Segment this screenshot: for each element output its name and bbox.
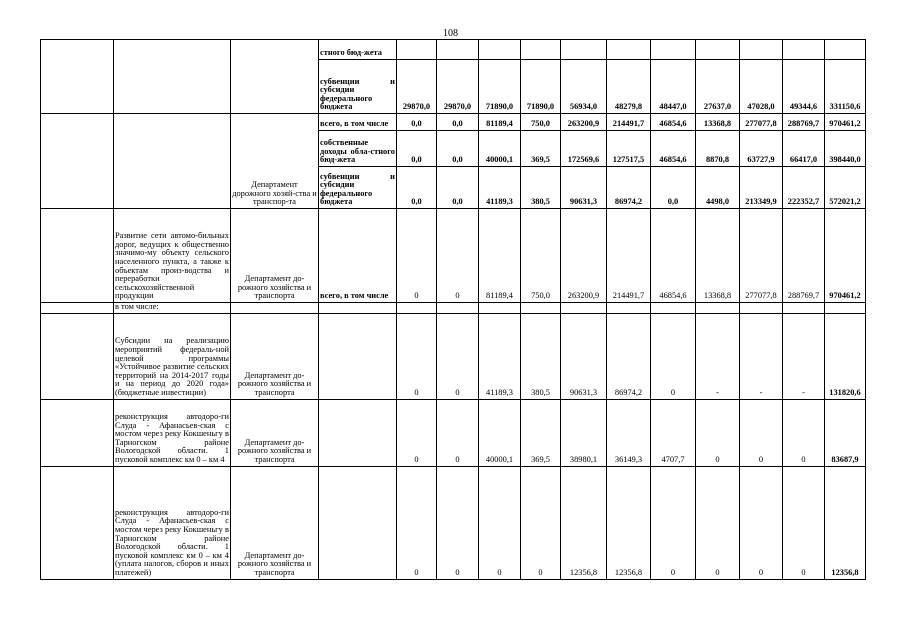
value-cell <box>651 303 696 314</box>
value-cell: 131820,6 <box>825 313 866 399</box>
value-cell: 277077,8 <box>740 114 783 131</box>
funding-source-cell: стного бюд-жета <box>319 40 397 60</box>
value-cell: 86974,2 <box>607 313 651 399</box>
value-cell: 0 <box>651 313 696 399</box>
value-cell: 27637,0 <box>696 60 740 114</box>
value-cell: 0,0 <box>397 167 437 209</box>
value-cell: 750,0 <box>521 114 561 131</box>
responsible-cell <box>231 40 319 114</box>
value-cell: 0,0 <box>437 114 479 131</box>
margin-cell <box>41 313 114 399</box>
value-cell: 0 <box>651 466 696 579</box>
value-cell <box>437 40 479 60</box>
value-cell: 4498,0 <box>696 167 740 209</box>
value-cell <box>740 40 783 60</box>
value-cell: 41189,3 <box>479 167 521 209</box>
value-cell: 13368,8 <box>696 209 740 303</box>
value-cell: 0,0 <box>397 114 437 131</box>
measure-name-cell: Развитие сети автомо-бильных дорог, ведущих к общественно значимо-му объекту сельского населенного пункта, а также к объектам произ-водства и переработки сельскохозяйственной продукции <box>114 209 231 303</box>
value-cell: 0 <box>397 313 437 399</box>
value-cell: 0 <box>521 466 561 579</box>
funding-source-cell: субвенции и субсидии федерального бюджета <box>319 167 397 209</box>
value-cell: 81189,4 <box>479 114 521 131</box>
value-cell: 4707,7 <box>651 399 696 466</box>
value-cell: 214491,7 <box>607 209 651 303</box>
value-cell <box>397 40 437 60</box>
measure-name-cell: в том числе: <box>114 303 231 314</box>
measure-name-cell: реконструкция автодоро-ги Слуда - Афанасьев-ская с мостом через реку Кокшеньгу в Тарногском районе Вологодской области. 1 пусковой комплекс км 0 – км 4 (уплата налогов, сборов и иных платежей) <box>114 466 231 579</box>
value-cell: 47028,0 <box>740 60 783 114</box>
value-cell <box>783 40 825 60</box>
value-cell <box>479 40 521 60</box>
value-cell: 12356,8 <box>825 466 866 579</box>
value-cell: 0 <box>437 209 479 303</box>
value-cell: 63727,9 <box>740 131 783 167</box>
value-cell: 288769,7 <box>783 209 825 303</box>
value-cell: 36149,3 <box>607 399 651 466</box>
table-row <box>41 466 866 579</box>
value-cell: 0 <box>397 209 437 303</box>
value-cell: 48279,8 <box>607 60 651 114</box>
margin-cell <box>41 40 114 114</box>
responsible-cell: Департамент до-рожного хозяйства и транспорта <box>231 466 319 579</box>
value-cell: 46854,6 <box>651 131 696 167</box>
value-cell: 263200,9 <box>561 209 607 303</box>
responsible-cell: Департамент дорожного хозяй-ства и транспор-та <box>231 114 319 209</box>
value-cell: 0 <box>397 399 437 466</box>
value-cell: 90631,3 <box>561 313 607 399</box>
value-cell: 90631,3 <box>561 167 607 209</box>
funding-source-cell <box>319 399 397 466</box>
value-cell: 0 <box>479 466 521 579</box>
table-row <box>41 303 866 314</box>
value-cell: 66417,0 <box>783 131 825 167</box>
table-row <box>41 209 866 303</box>
table-row <box>41 313 866 399</box>
value-cell: 86974,2 <box>607 167 651 209</box>
measure-name-cell <box>114 114 231 209</box>
value-cell <box>607 40 651 60</box>
responsible-cell: Департамент до-рожного хозяйства и транспорта <box>231 209 319 303</box>
value-cell: 380,5 <box>521 313 561 399</box>
funding-source-cell <box>319 466 397 579</box>
value-cell <box>740 303 783 314</box>
value-cell: 71890,0 <box>479 60 521 114</box>
funding-source-cell: всего, в том числе <box>319 209 397 303</box>
funding-source-cell: всего, в том числе <box>319 114 397 131</box>
value-cell: 369,5 <box>521 399 561 466</box>
responsible-cell: Департамент до-рожного хозяйства и транспорта <box>231 399 319 466</box>
value-cell: 398440,0 <box>825 131 866 167</box>
value-cell: 0 <box>437 399 479 466</box>
value-cell: 0 <box>783 399 825 466</box>
value-cell: 71890,0 <box>521 60 561 114</box>
value-cell: 0 <box>696 466 740 579</box>
value-cell <box>783 303 825 314</box>
measure-name-cell: Субсидии на реализацию мероприятий федераль-ной целевой программы «Устойчивое развитие сельских территорий на 2014-2017 годы и на период до 2020 года» (бюджетные инвестиции) <box>114 313 231 399</box>
value-cell: 750,0 <box>521 209 561 303</box>
value-cell: 0 <box>696 399 740 466</box>
value-cell: 0,0 <box>437 167 479 209</box>
value-cell: 46854,6 <box>651 114 696 131</box>
value-cell: 127517,5 <box>607 131 651 167</box>
value-cell: 0 <box>740 399 783 466</box>
value-cell: 38980,1 <box>561 399 607 466</box>
funding-source-cell: субвенции и субсидии федерального бюджета <box>319 60 397 114</box>
value-cell: 970461,2 <box>825 114 866 131</box>
value-cell: 12356,8 <box>561 466 607 579</box>
value-cell: 213349,9 <box>740 167 783 209</box>
value-cell: 46854,6 <box>651 209 696 303</box>
table-row <box>41 399 866 466</box>
margin-cell <box>41 466 114 579</box>
value-cell: 0 <box>740 466 783 579</box>
value-cell <box>651 40 696 60</box>
value-cell: 222352,7 <box>783 167 825 209</box>
margin-cell <box>41 399 114 466</box>
value-cell <box>561 303 607 314</box>
value-cell <box>825 40 866 60</box>
value-cell: 572021,2 <box>825 167 866 209</box>
value-cell: 380,5 <box>521 167 561 209</box>
value-cell: 214491,7 <box>607 114 651 131</box>
responsible-cell: Департамент до-рожного хозяйства и транспорта <box>231 313 319 399</box>
value-cell: 970461,2 <box>825 209 866 303</box>
responsible-cell <box>231 303 319 314</box>
value-cell: 48447,0 <box>651 60 696 114</box>
value-cell: 41189,3 <box>479 313 521 399</box>
value-cell <box>397 303 437 314</box>
measure-name-cell: реконструкция автодоро-ги Слуда - Афанасьев-ская с мостом через реку Кокшеньгу в Тарногском районе Вологодской области. 1 пусковой комплекс км 0 – км 4 <box>114 399 231 466</box>
value-cell <box>825 303 866 314</box>
value-cell: 288769,7 <box>783 114 825 131</box>
value-cell <box>696 40 740 60</box>
funding-source-cell <box>319 303 397 314</box>
value-cell: - <box>696 313 740 399</box>
value-cell <box>561 40 607 60</box>
value-cell <box>696 303 740 314</box>
margin-cell <box>41 209 114 303</box>
value-cell <box>521 40 561 60</box>
measure-name-cell <box>114 40 231 114</box>
value-cell: 0 <box>397 466 437 579</box>
funding-source-cell <box>319 313 397 399</box>
value-cell: 0 <box>783 466 825 579</box>
value-cell: 369,5 <box>521 131 561 167</box>
value-cell: 263200,9 <box>561 114 607 131</box>
value-cell: 56934,0 <box>561 60 607 114</box>
table-row <box>41 114 866 131</box>
table-row <box>41 40 866 60</box>
budget-table <box>40 39 866 580</box>
value-cell: - <box>783 313 825 399</box>
value-cell: - <box>740 313 783 399</box>
value-cell: 0,0 <box>651 167 696 209</box>
value-cell: 0 <box>437 313 479 399</box>
value-cell: 277077,8 <box>740 209 783 303</box>
value-cell: 8870,8 <box>696 131 740 167</box>
value-cell: 172569,6 <box>561 131 607 167</box>
value-cell <box>479 303 521 314</box>
value-cell: 12356,8 <box>607 466 651 579</box>
value-cell: 49344,6 <box>783 60 825 114</box>
value-cell: 29870,0 <box>437 60 479 114</box>
value-cell: 40000,1 <box>479 131 521 167</box>
page-number: 108 <box>443 28 458 39</box>
value-cell <box>521 303 561 314</box>
value-cell: 40000,1 <box>479 399 521 466</box>
value-cell: 13368,8 <box>696 114 740 131</box>
value-cell: 29870,0 <box>397 60 437 114</box>
value-cell: 0 <box>437 466 479 579</box>
value-cell: 81189,4 <box>479 209 521 303</box>
value-cell: 0,0 <box>397 131 437 167</box>
funding-source-cell: собственные доходы обла-стного бюд-жета <box>319 131 397 167</box>
value-cell <box>437 303 479 314</box>
value-cell: 0,0 <box>437 131 479 167</box>
margin-cell <box>41 114 114 209</box>
value-cell: 83687,9 <box>825 399 866 466</box>
value-cell: 331150,6 <box>825 60 866 114</box>
margin-cell <box>41 303 114 314</box>
value-cell <box>607 303 651 314</box>
